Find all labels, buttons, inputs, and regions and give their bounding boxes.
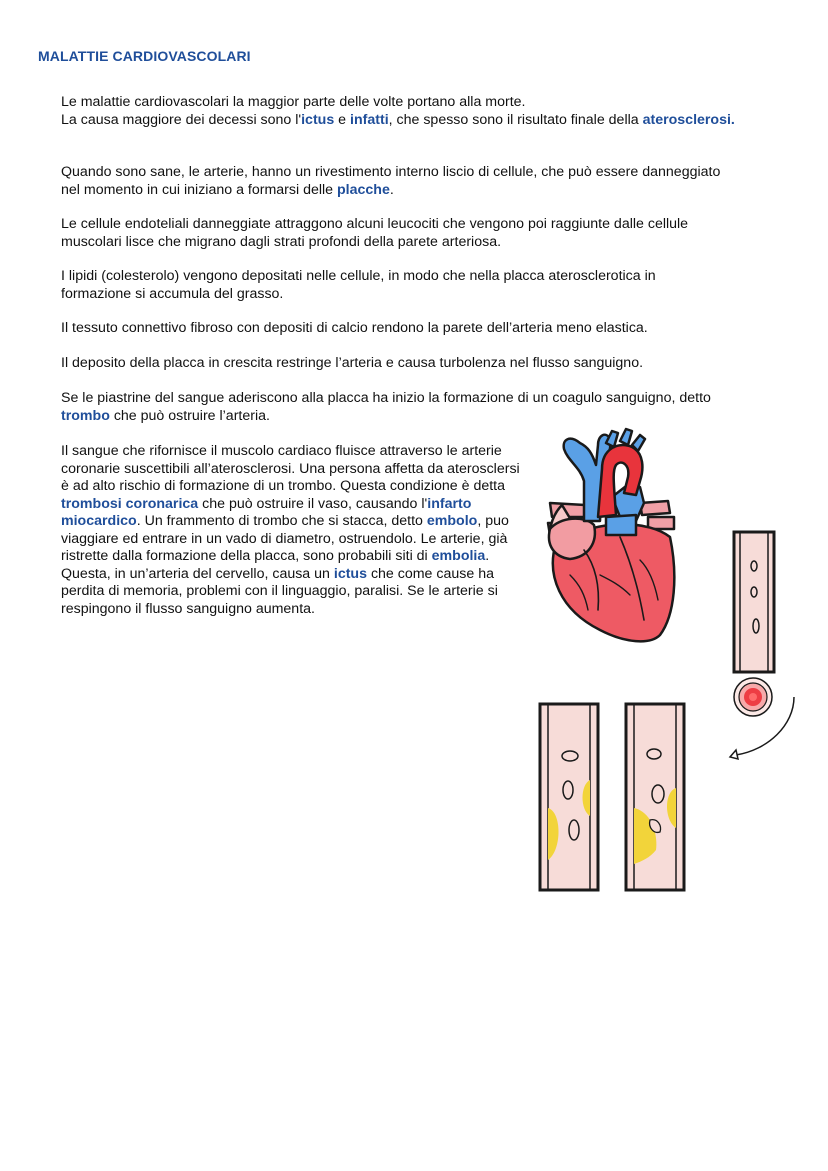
term-embolo: embolo xyxy=(426,513,478,529)
term-ictus: ictus xyxy=(301,111,335,128)
term-infatti: infatti xyxy=(350,111,389,128)
paragraph-intro: Le malattie cardiovascolari la maggior parte delle volte portano alla morte. La causa maggiore dei decessi sono l'ictus e infatti, che spesso sono il risultato finale della aterosclerosi. xyxy=(61,94,735,128)
term-aterosclerosi: aterosclerosi. xyxy=(642,111,735,128)
page-title: MALATTIE CARDIOVASCOLARI xyxy=(38,48,251,64)
paragraph-tessuto: Il tessuto connettivo fibroso con depositi di calcio rendono la parete dell’arteria meno elastica. xyxy=(61,320,648,336)
paragraph-arterie: Quando sono sane, le arterie, hanno un rivestimento interno liscio di cellule, che può essere danneggiato nel momento in cui iniziano a formarsi delle placche. xyxy=(61,164,721,198)
term-placche: placche xyxy=(337,181,390,198)
paragraph-coronarie: Il sangue che rifornisce il muscolo cardiaco fluisce attraverso le arterie coronarie suscettibili all’aterosclerosi. Una persona affetta da aterosclersi è ad alto rischio di formazione di un trombo. Questa condizione è detta trombosi coronarica che può ostruire il vaso, causando l'infarto miocardico. Un frammento di trombo che si stacca, detto embolo, puo viaggiare ed entrare in un vado di diametro, ostruendolo. Le arterie, già ristrette dalla formazione della placca, sono probabili siti di embolia. Questa, in un’arteria del cervello, causa un ictus che come cause ha perdita di memoria, problemi con il linguaggio, paralisi. Se le arterie si respingono il flusso sanguigno aumenta. xyxy=(61,443,520,617)
artery-cross-section xyxy=(728,675,808,765)
paragraph-piastrine: Se le piastrine del sangue aderiscono alla placca ha inizio la formazione di un coagulo sanguigno, detto trombo che può ostruire l’arteria. xyxy=(61,390,711,424)
term-embolia: embolia xyxy=(431,548,486,564)
term-infarto-miocardico: infarto miocardico xyxy=(61,495,472,529)
paragraph-deposito: Il deposito della placca in crescita restringe l’arteria e causa turbolenza nel flusso sanguigno. xyxy=(61,355,644,371)
term-trombosi-coronarica: trombosi coronarica xyxy=(61,495,199,512)
term-trombo: trombo xyxy=(61,407,110,424)
heart-illustration xyxy=(540,425,690,650)
paragraph-lipidi: I lipidi (colesterolo) vengono depositati nelle cellule, in modo che nella placca aterosclerotica in formazione si accumula del grasso. xyxy=(61,268,656,302)
paragraph-cellule: Le cellule endoteliali danneggiate attraggono alcuni leucociti che vengono poi raggiunte dalle cellule muscolari lisce che migrano dagli strati profondi della parete arteriosa. xyxy=(61,216,689,250)
artery-vessel-healthy xyxy=(730,530,780,675)
artery-vessel-thrombus xyxy=(622,700,690,895)
term-ictus-2: ictus xyxy=(333,565,367,582)
artery-vessel-plaque xyxy=(536,700,604,895)
